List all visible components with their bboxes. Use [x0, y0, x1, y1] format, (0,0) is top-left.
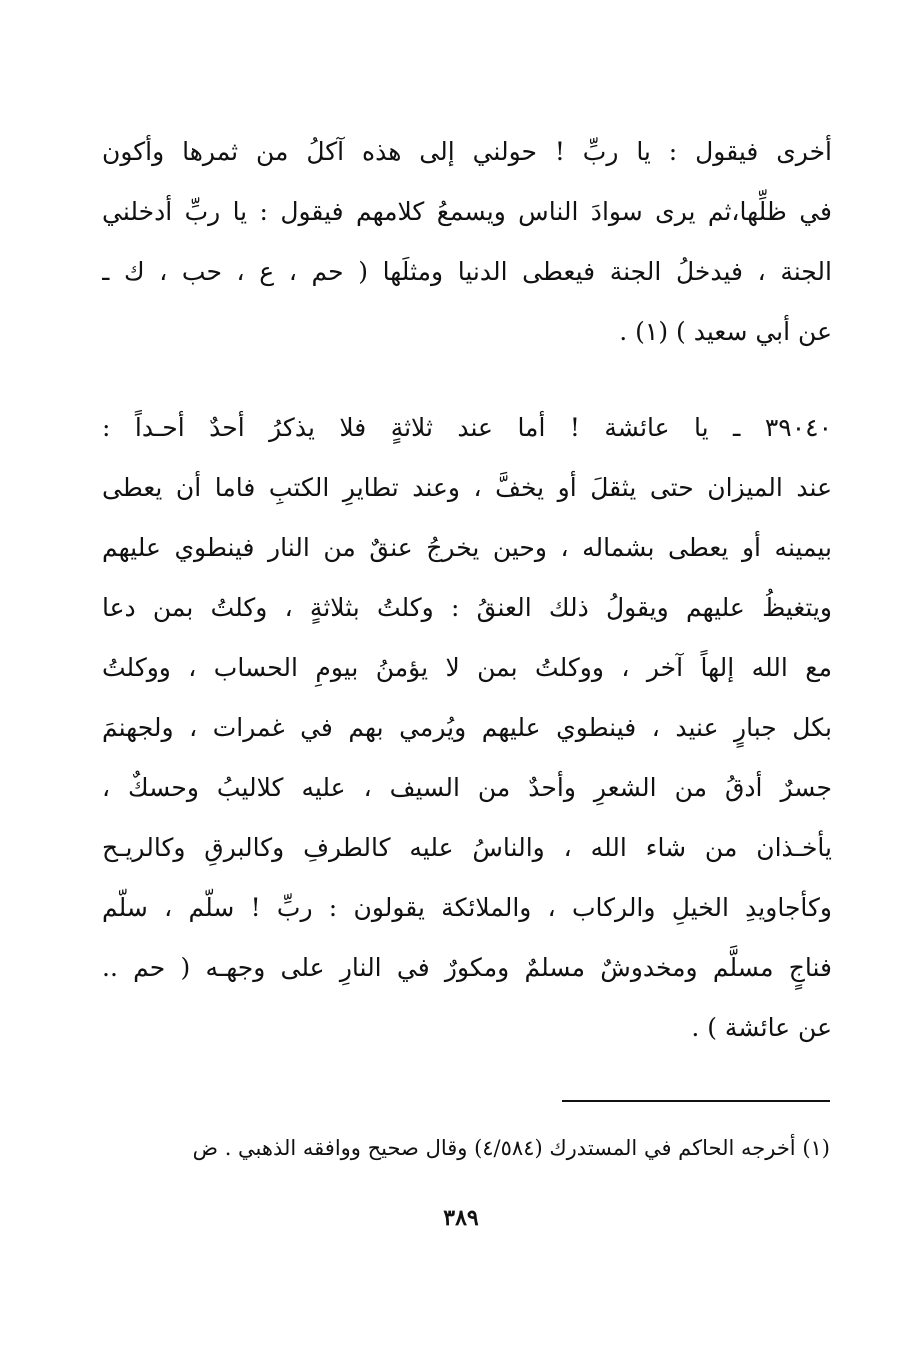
text-line: ويتغيظُ عليهم ويقولُ ذلك العنقُ : وكلتُ بثلاثةٍ ، وكلتُ بمن دعا — [102, 593, 832, 622]
text-line: يأخـذان من شاء الله ، والناسُ عليه كالطرفِ وكالبرقِ وكالريـح — [102, 833, 832, 862]
text-line: بيمينه أو يعطى بشماله ، وحين يخرجُ عنقٌ من النار فينطوي عليهم — [102, 533, 832, 562]
hadith-paragraph — [102, 398, 832, 1058]
text-line: فناجٍ مسلَّم ومخدوشٌ مسلمٌ ومكورٌ في النارِ على وجهـه ( حم .. — [102, 953, 832, 982]
page-number: ٣٨٩ — [443, 1205, 479, 1231]
text-line: الجنة ، فيدخلُ الجنة فيعطى الدنيا ومثلَها ( حم ، ع ، حب ، ك ـ — [102, 257, 832, 286]
footnote: (١) أخرجه الحاكم في المستدرك (٤/٥٨٤) وقال صحيح ووافقه الذهبي . ض — [192, 1136, 830, 1160]
text-line: عند الميزان حتى يثقلَ أو يخفَّ ، وعند تطايرِ الكتبِ فاما أن يعطى — [102, 473, 832, 502]
text-line: وكأجاويدِ الخيلِ والركاب ، والملائكة يقولون : ربِّ ! سلّم ، سلّم — [102, 893, 832, 922]
text-line: عن عائشة ) . — [691, 1013, 832, 1042]
text-line: أخرى فيقول : يا ربِّ ! حولني إلى هذه آكلُ من ثمرها وأكون — [102, 137, 832, 166]
text-line: في ظلِّها،ثم يرى سوادَ الناس ويسمعُ كلامهم فيقول : يا ربِّ أدخلني — [102, 197, 832, 226]
paragraph-continuation — [102, 122, 832, 362]
text-line: مع الله إلهاً آخر ، ووكلتُ بمن لا يؤمنُ بيومِ الحساب ، ووكلتُ — [102, 653, 832, 682]
text-line: ٣٩٠٤٠ ـ يا عائشة ! أما عند ثلاثةٍ فلا يذكرُ أحدٌ أحـداً : — [102, 413, 832, 442]
text-line: بكل جبارٍ عنيد ، فينطوي عليهم ويُرمي بهم في غمرات ، ولجهنمَ — [102, 713, 832, 742]
footnote-divider — [562, 1100, 830, 1102]
text-line: عن أبي سعيد ) (١) . — [619, 317, 832, 346]
text-line: جسرٌ أدقُ من الشعرِ وأحدٌ من السيف ، عليه كلاليبُ وحسكٌ ، — [102, 773, 832, 802]
